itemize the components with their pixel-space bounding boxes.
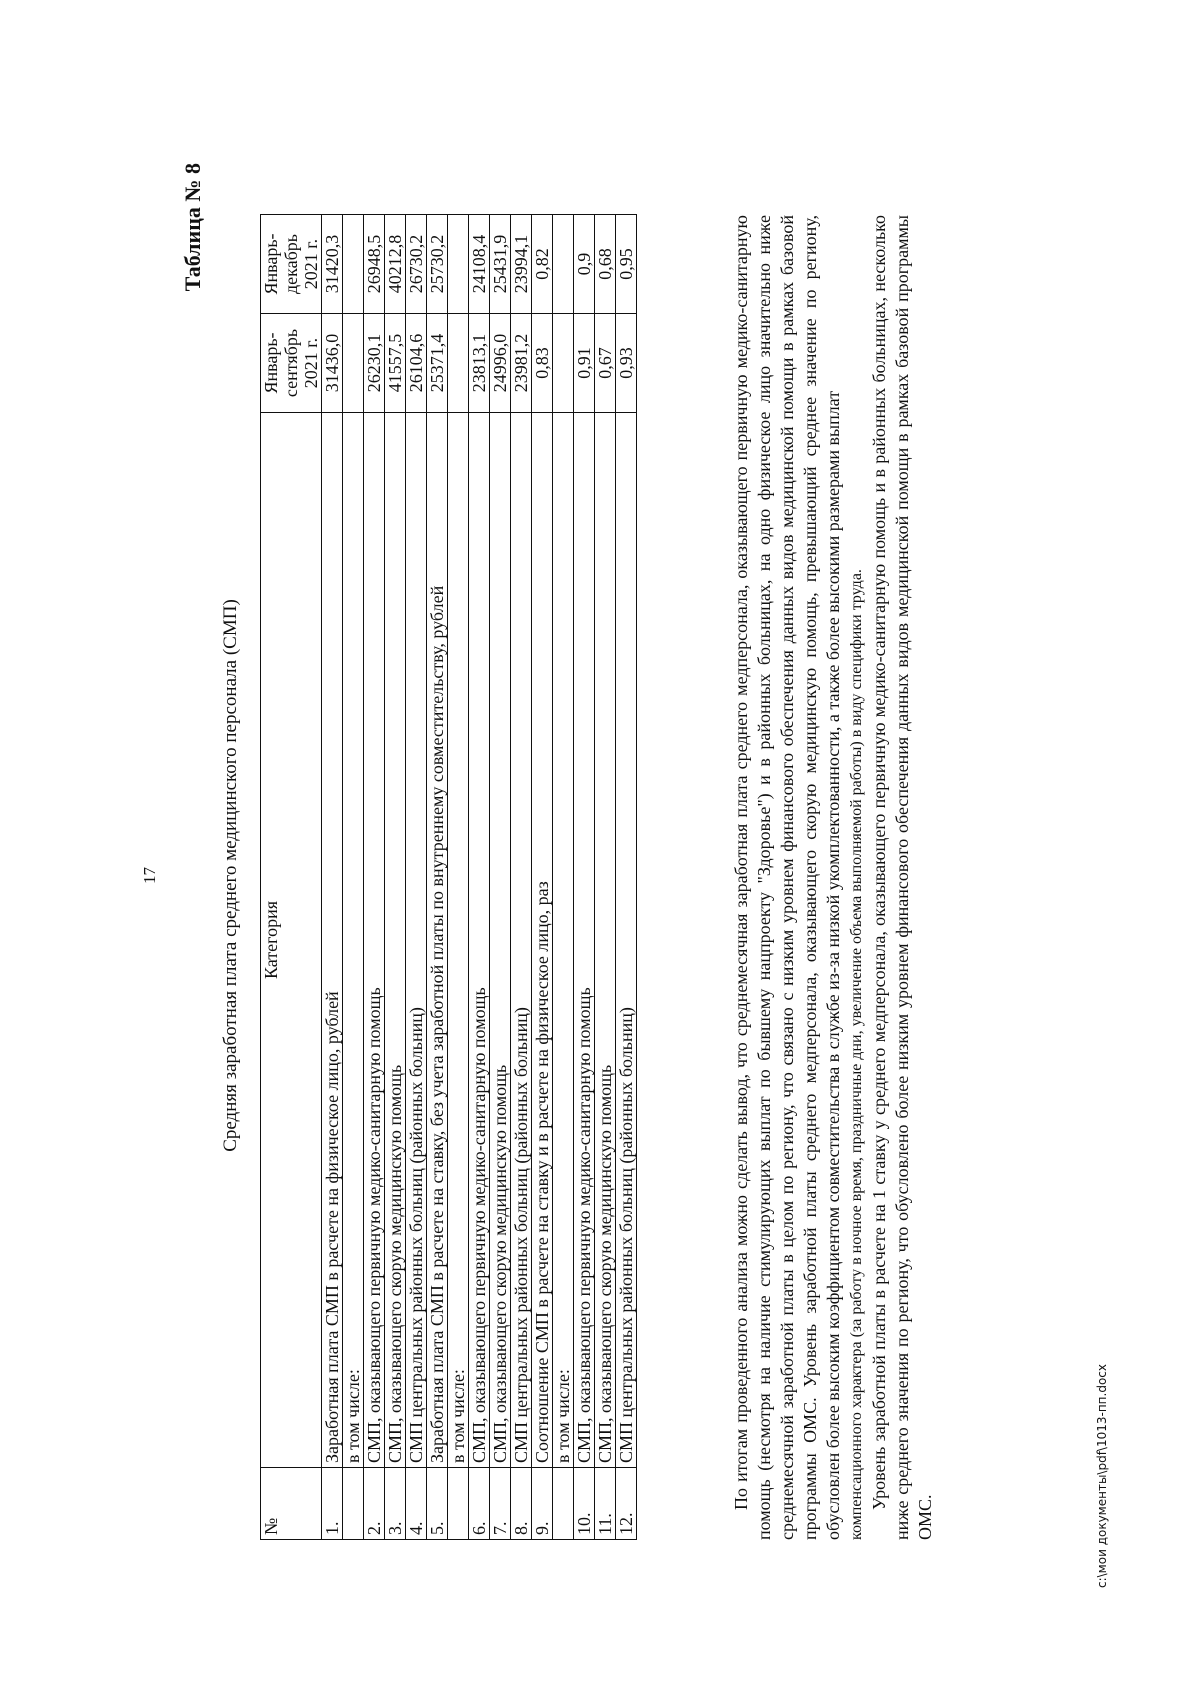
row-value-jan-sep: 23981,2 xyxy=(511,314,532,413)
row-value-jan-dec: 25431,9 xyxy=(490,215,511,314)
row-value-jan-sep: 0,67 xyxy=(595,314,616,413)
table-title: Средняя заработная плата среднего медицинского персонала (СМП) xyxy=(220,599,241,1152)
paragraph-1: По итогам проведенного анализа можно сделать вывод, что среднемесячная заработная плата среднего медперсонала, оказывающего первичную медико-санитарную помощь (несмотря на наличие стимулирующих выплат по бывшему нацпроекту "Здоровье") и в районных больницах, на одно физическое лицо значительно ниже среднемесячной заработной платы в целом по региону, что связано с низким уровнем финансового обеспечения данных видов медицинской помощи в рамках базовой программы ОМС. Уровень заработной платы среднего медперсонала, оказывающего скорую медицинскую помощь, превышающий среднее значение по региону, обусловлен более высоким коэффициентом совместительства в службе из-за низкой укомплектованности, а также более высокими размерами выплат xyxy=(731,215,843,1540)
table-row xyxy=(616,215,637,1540)
row-number: 8. xyxy=(511,1468,532,1540)
rotated-landscape-page xyxy=(40,83,1160,1668)
row-category: СМП, оказывающего первичную медико-санитарную помощь xyxy=(574,413,595,1468)
table-row xyxy=(448,215,469,1540)
table-row xyxy=(364,215,385,1540)
header-jan-dec: Январь-декабрь 2021 г. xyxy=(261,215,322,314)
row-number: 4. xyxy=(406,1468,427,1540)
paragraph-1-end: компенсационного характера (за работу в ночное время, праздничные дни, увеличение объема выполняемой работы) в виду специфики труда. xyxy=(848,569,865,1540)
row-number: 5. xyxy=(427,1468,448,1540)
row-category: Соотношение СМП в расчете на ставку и в расчете на физическое лицо, раз xyxy=(532,413,553,1468)
table-row xyxy=(553,215,574,1540)
table-row xyxy=(469,215,490,1540)
row-value-jan-sep: 0,91 xyxy=(574,314,595,413)
row-category: СМП центральных районных больниц (районных больниц) xyxy=(616,413,637,1468)
row-number: 12. xyxy=(616,1468,637,1540)
row-category: в том числе: xyxy=(448,413,469,1468)
row-value-jan-dec xyxy=(448,215,469,314)
row-number: 7. xyxy=(490,1468,511,1540)
row-category: СМП, оказывающего скорую медицинскую помощь xyxy=(595,413,616,1468)
row-value-jan-dec xyxy=(553,215,574,314)
row-value-jan-sep xyxy=(553,314,574,413)
table-header-row xyxy=(261,215,322,1540)
row-category: СМП, оказывающего скорую медицинскую помощь xyxy=(490,413,511,1468)
page-number: 17 xyxy=(140,867,159,884)
row-number xyxy=(448,1468,469,1540)
row-category: СМП центральных районных больниц (районных больниц) xyxy=(406,413,427,1468)
row-category: Заработная плата СМП в расчете на физическое лицо, рублей xyxy=(322,413,343,1468)
row-value-jan-dec: 25730,2 xyxy=(427,215,448,314)
row-number: 6. xyxy=(469,1468,490,1540)
file-path-footer: c:\мои документы\pdf\1013-пп.docx xyxy=(1095,1363,1109,1588)
salary-table xyxy=(260,214,637,1540)
paragraph-2: Уровень заработной платы в расчете на 1 ставку у среднего медперсонала, оказывающего первичную медико-санитарную помощь и в районных больницах, несколько ниже среднего значения по региону, что обусловлено более низким уровнем финансового обеспечения данных видов медицинской помощи в рамках базовой программы ОМС. xyxy=(869,215,935,1540)
row-number: 11. xyxy=(595,1468,616,1540)
header-num: № xyxy=(261,1468,322,1540)
row-value-jan-dec: 26730,2 xyxy=(406,215,427,314)
row-value-jan-dec: 24108,4 xyxy=(469,215,490,314)
row-value-jan-sep xyxy=(448,314,469,413)
row-number xyxy=(343,1468,364,1540)
row-value-jan-dec: 0,82 xyxy=(532,215,553,314)
row-value-jan-sep: 0,83 xyxy=(532,314,553,413)
row-value-jan-sep: 26230,1 xyxy=(364,314,385,413)
row-number: 2. xyxy=(364,1468,385,1540)
table-row xyxy=(490,215,511,1540)
row-value-jan-dec: 26948,5 xyxy=(364,215,385,314)
table-row xyxy=(511,215,532,1540)
row-value-jan-sep: 24996,0 xyxy=(490,314,511,413)
row-value-jan-sep: 0,93 xyxy=(616,314,637,413)
row-category: СМП, оказывающего первичную медико-санитарную помощь xyxy=(364,413,385,1468)
row-number: 9. xyxy=(532,1468,553,1540)
row-value-jan-dec: 31420,3 xyxy=(322,215,343,314)
table-row xyxy=(574,215,595,1540)
row-value-jan-dec: 0,95 xyxy=(616,215,637,314)
table-row xyxy=(406,215,427,1540)
table-row xyxy=(343,215,364,1540)
row-category: в том числе: xyxy=(553,413,574,1468)
table-row xyxy=(385,215,406,1540)
row-number xyxy=(553,1468,574,1540)
row-category: СМП, оказывающего первичную медико-санитарную помощь xyxy=(469,413,490,1468)
table-number: Таблица № 8 xyxy=(180,163,205,292)
row-category: Заработная плата СМП в расчете на ставку, без учета заработной платы по внутреннему совместительству, рублей xyxy=(427,413,448,1468)
table-row xyxy=(322,215,343,1540)
row-category: СМП центральных районных больниц (районных больниц) xyxy=(511,413,532,1468)
row-number: 3. xyxy=(385,1468,406,1540)
row-value-jan-sep: 26104,6 xyxy=(406,314,427,413)
row-value-jan-dec: 0,68 xyxy=(595,215,616,314)
table-row xyxy=(532,215,553,1540)
row-value-jan-dec: 40212,8 xyxy=(385,215,406,314)
row-value-jan-sep: 41557,5 xyxy=(385,314,406,413)
row-category: СМП, оказывающего скорую медицинскую помощь xyxy=(385,413,406,1468)
row-value-jan-sep: 31436,0 xyxy=(322,314,343,413)
row-value-jan-sep xyxy=(343,314,364,413)
header-category: Категория xyxy=(261,413,322,1468)
table-row xyxy=(595,215,616,1540)
analysis-text xyxy=(730,215,937,1540)
row-category: в том числе: xyxy=(343,413,364,1468)
row-value-jan-dec: 23994,1 xyxy=(511,215,532,314)
row-value-jan-sep: 25371,4 xyxy=(427,314,448,413)
row-number: 1. xyxy=(322,1468,343,1540)
row-number: 10. xyxy=(574,1468,595,1540)
header-jan-sep: Январь-сентябрь 2021 г. xyxy=(261,314,322,413)
row-value-jan-sep: 23813,1 xyxy=(469,314,490,413)
row-value-jan-dec xyxy=(343,215,364,314)
table-row xyxy=(427,215,448,1540)
row-value-jan-dec: 0,9 xyxy=(574,215,595,314)
